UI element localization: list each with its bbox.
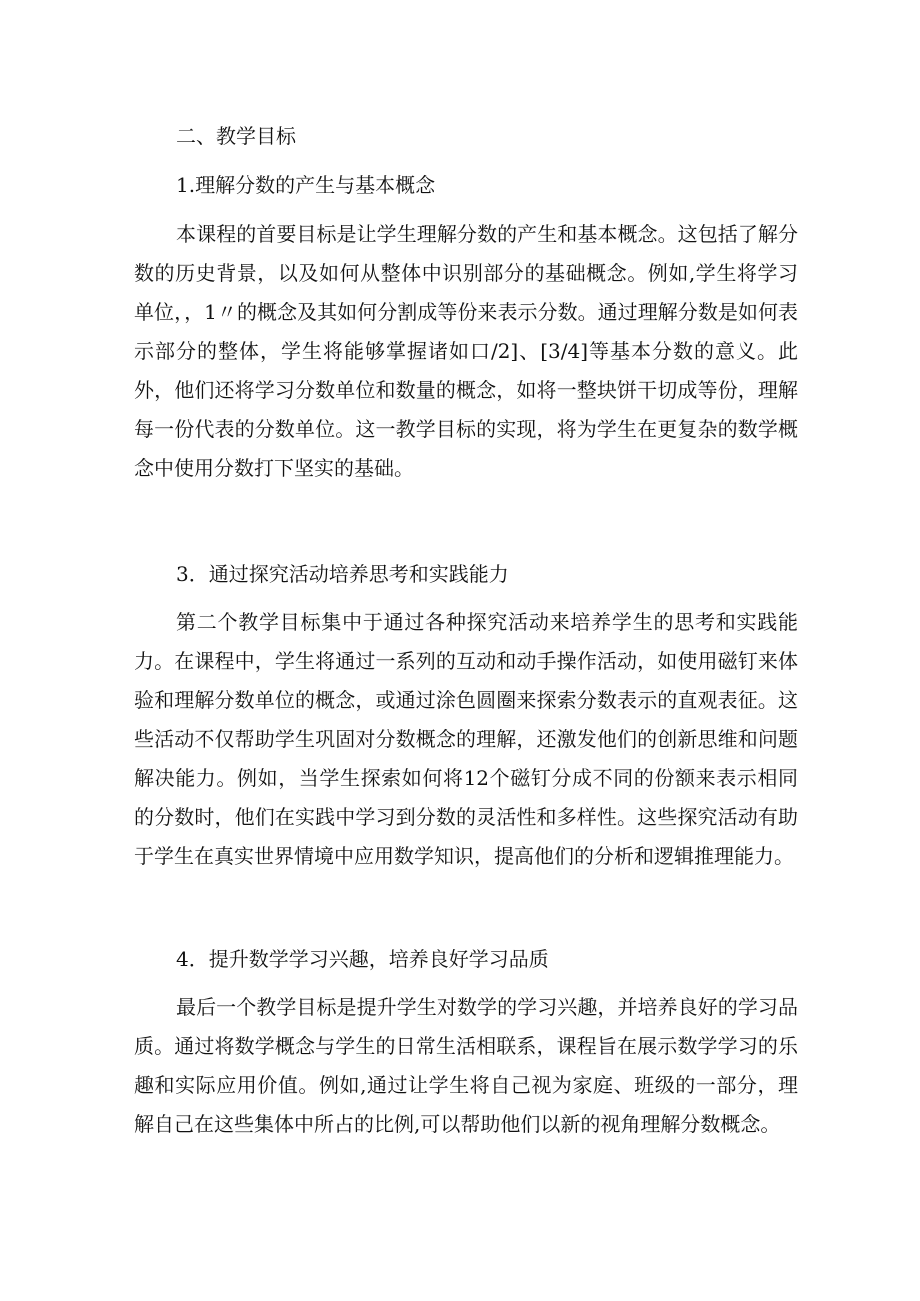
section-title: 二、教学目标 (176, 124, 296, 148)
objective-4-paragraph: 最后一个教学目标是提升学生对数学的学习兴趣，并培养良好的学习品质。通过将数学概念与学生的日常生活相联系，课程旨在展示数学学习的乐趣和实际应用价值。例如,通过让学生将自己视为家庭、班级的一部分，理解自己在这些集体中所占的比例,可以帮助他们以新的视角理解分数概念。 (134, 995, 798, 1136)
objective-4-heading: 4．提升数学学习兴趣，培养良好学习品质 (176, 947, 549, 971)
objective-1-paragraph: 本课程的首要目标是让学生理解分数的产生和基本概念。这包括了解分数的历史背景，以及如何从整体中识别部分的基础概念。例如,学生将学习单位，，1〃的概念及其如何分割成等份来表示分数。通过理解分数是如何表示部分的整体，学生将能够掌握诸如口/2]、[3/4]等基本分数的意义。此外，他们还将学习分数单位和数量的概念，如将一整块饼干切成等份，理解每一份代表的分数单位。这一教学目标的实现，将为学生在更复杂的数学概念中使用分数打下坚实的基础。 (134, 222, 798, 480)
objective-1-heading: 1.理解分数的产生与基本概念 (176, 173, 436, 197)
objective-3-paragraph: 第二个教学目标集中于通过各种探究活动来培养学生的思考和实践能力。在课程中，学生将通过一系列的互动和动手操作活动，如使用磁钉来体验和理解分数单位的概念，或通过涂色圆圈来探索分数表示的直观表征。这些活动不仅帮助学生巩固对分数概念的理解，还激发他们的创新思维和问题解决能力。例如，当学生探索如何将12个磁钉分成不同的份额来表示相同的分数时，他们在实践中学习到分数的灵活性和多样性。这些探究活动有助于学生在真实世界情境中应用数学知识，提高他们的分析和逻辑推理能力。 (134, 610, 798, 868)
objective-3-heading: 3．通过探究活动培养思考和实践能力 (176, 562, 509, 586)
